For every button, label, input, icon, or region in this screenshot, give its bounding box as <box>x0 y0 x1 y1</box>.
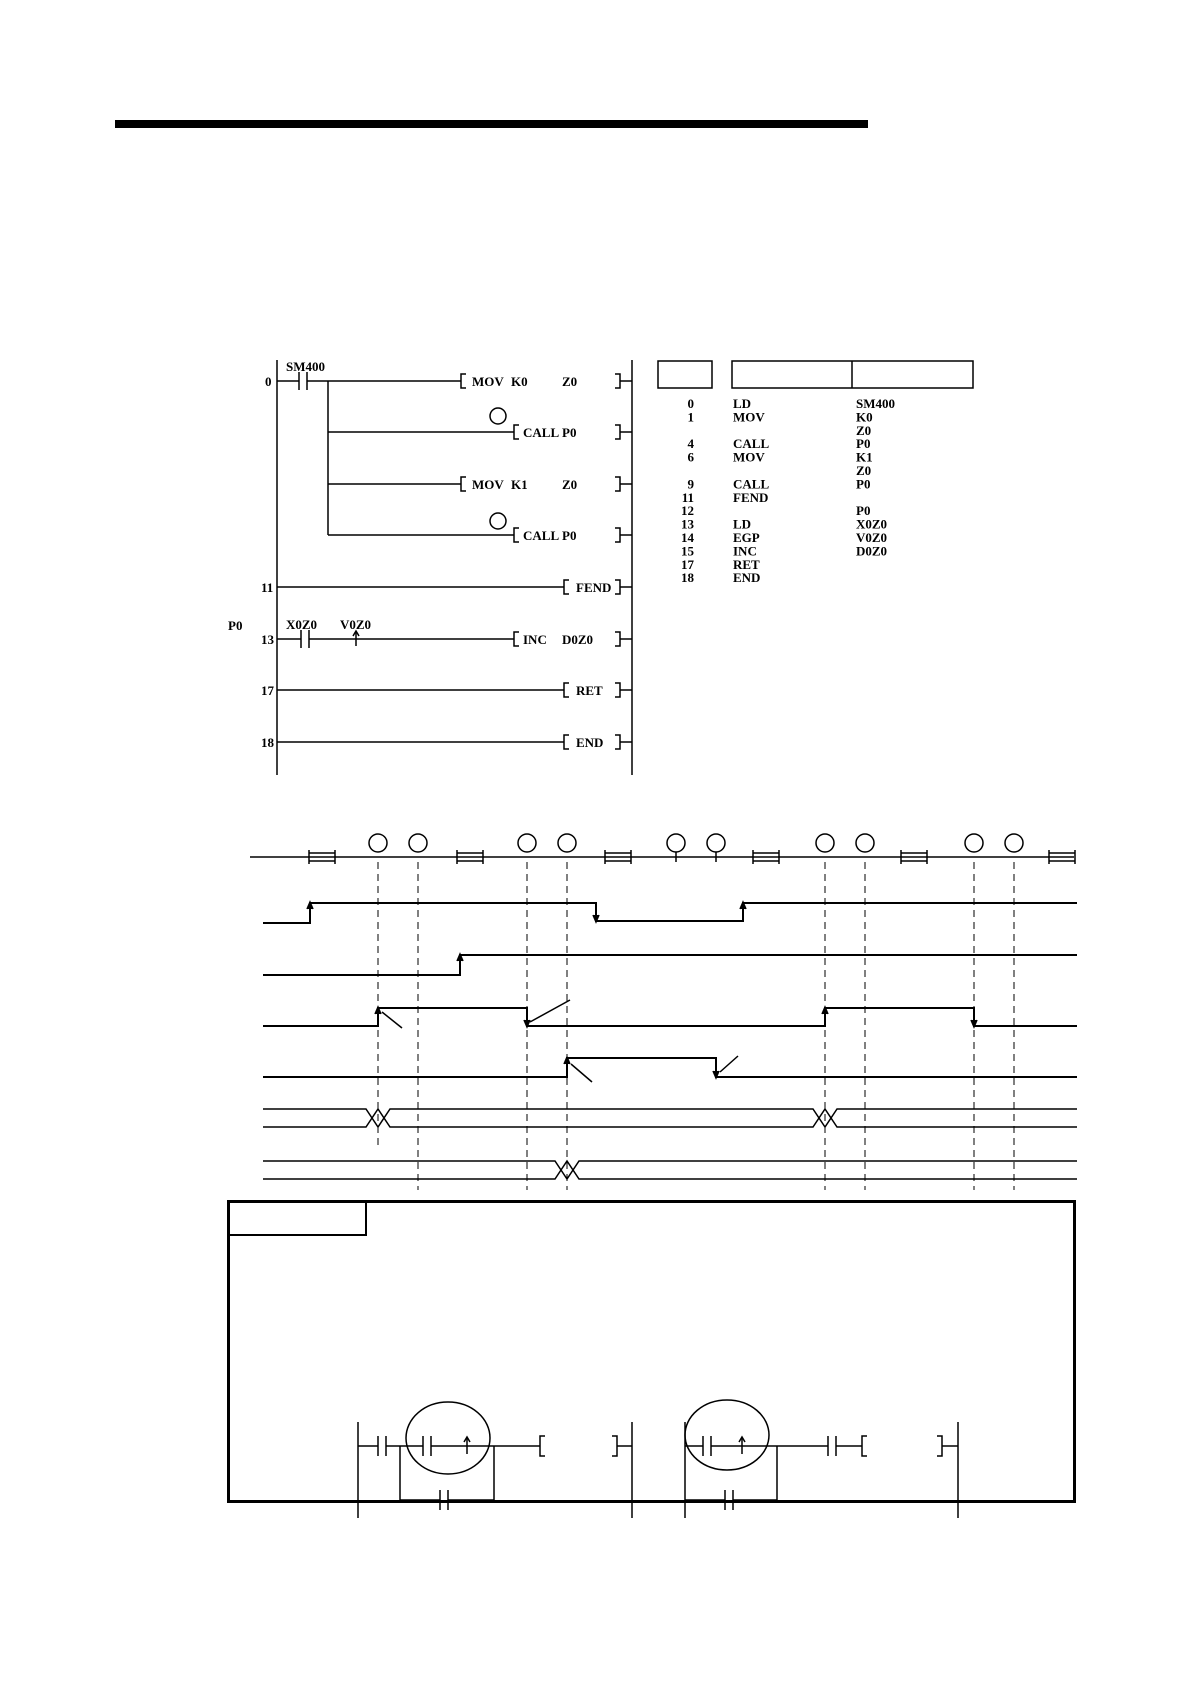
timing-chart <box>250 834 1077 1190</box>
list-program-header <box>658 361 973 388</box>
instruction-mnemonic: RET <box>576 683 603 698</box>
pointer-label: P0 <box>228 618 243 633</box>
list-inst: END <box>733 570 761 586</box>
list-inst: CALL <box>733 476 770 492</box>
list-dev: Z0 <box>856 463 872 478</box>
list-step: 14 <box>681 530 694 545</box>
step-number: 18 <box>261 735 274 750</box>
instruction-mnemonic: CALL <box>523 425 560 440</box>
list-inst: MOV <box>733 449 765 465</box>
step-number: 11 <box>261 580 274 595</box>
list-dev: SM400 <box>856 396 895 411</box>
operand: P0 <box>562 528 577 543</box>
list-dev: D0Z0 <box>856 543 888 559</box>
list-step: 15 <box>681 543 694 559</box>
operand: P0 <box>562 425 577 440</box>
contact-label: SM400 <box>286 359 325 374</box>
operand: K1 <box>511 477 528 492</box>
step-number: 13 <box>261 632 274 647</box>
instruction-mnemonic: FEND <box>576 580 612 595</box>
list-dev: X0Z0 <box>856 516 888 532</box>
list-inst: MOV <box>733 409 765 425</box>
signal-trace <box>263 903 1077 923</box>
list-dev: P0 <box>856 436 871 452</box>
edge-contact-label: V0Z0 <box>340 617 372 632</box>
list-step: 9 <box>687 476 694 492</box>
signal-trace <box>263 1008 1077 1026</box>
instruction-mnemonic: CALL <box>523 528 560 543</box>
list-dev: Z0 <box>856 422 872 438</box>
operand: K0 <box>511 374 528 389</box>
list-inst: LD <box>733 516 752 532</box>
list-step: 17 <box>681 556 694 572</box>
signal-trace <box>263 1058 1077 1077</box>
list-step: 4 <box>687 436 694 452</box>
note-box <box>227 1200 1076 1503</box>
list-step: 1 <box>687 409 694 425</box>
list-step: 12 <box>681 503 694 519</box>
instruction-mnemonic: MOV <box>472 477 504 492</box>
register-bus <box>263 1109 1077 1179</box>
list-dev: P0 <box>856 476 871 492</box>
list-dev: P0 <box>856 503 871 519</box>
list-program <box>681 396 895 585</box>
step-number: 0 <box>265 374 272 389</box>
instruction-mnemonic: END <box>576 735 604 750</box>
list-inst: FEND <box>733 489 769 505</box>
list-dev: K1 <box>856 449 873 465</box>
step-markers <box>369 834 1023 862</box>
list-step: 13 <box>681 516 694 532</box>
step-header-box <box>658 361 712 388</box>
step-number: 17 <box>261 683 274 698</box>
operand: Z0 <box>562 374 578 389</box>
list-step: 0 <box>687 396 694 411</box>
ladder-diagram <box>277 360 632 775</box>
annotation-circle <box>490 408 506 424</box>
list-inst: EGP <box>733 530 760 545</box>
list-dev: K0 <box>856 409 873 425</box>
list-inst: CALL <box>733 436 770 452</box>
list-inst: LD <box>733 396 752 411</box>
annotation-circle <box>490 513 506 529</box>
operand: D0Z0 <box>562 632 594 647</box>
instruction-mnemonic: MOV <box>472 374 504 389</box>
signal-trace <box>263 955 1077 975</box>
list-inst: INC <box>733 543 757 559</box>
note-tab <box>230 1203 367 1236</box>
operand: Z0 <box>562 477 578 492</box>
instruction-mnemonic: INC <box>523 632 547 647</box>
contact-label: X0Z0 <box>286 617 318 632</box>
list-step: 11 <box>681 489 694 505</box>
list-step: 18 <box>681 570 694 586</box>
list-step: 6 <box>687 449 694 465</box>
list-dev: V0Z0 <box>856 530 888 545</box>
list-inst: RET <box>733 556 760 572</box>
